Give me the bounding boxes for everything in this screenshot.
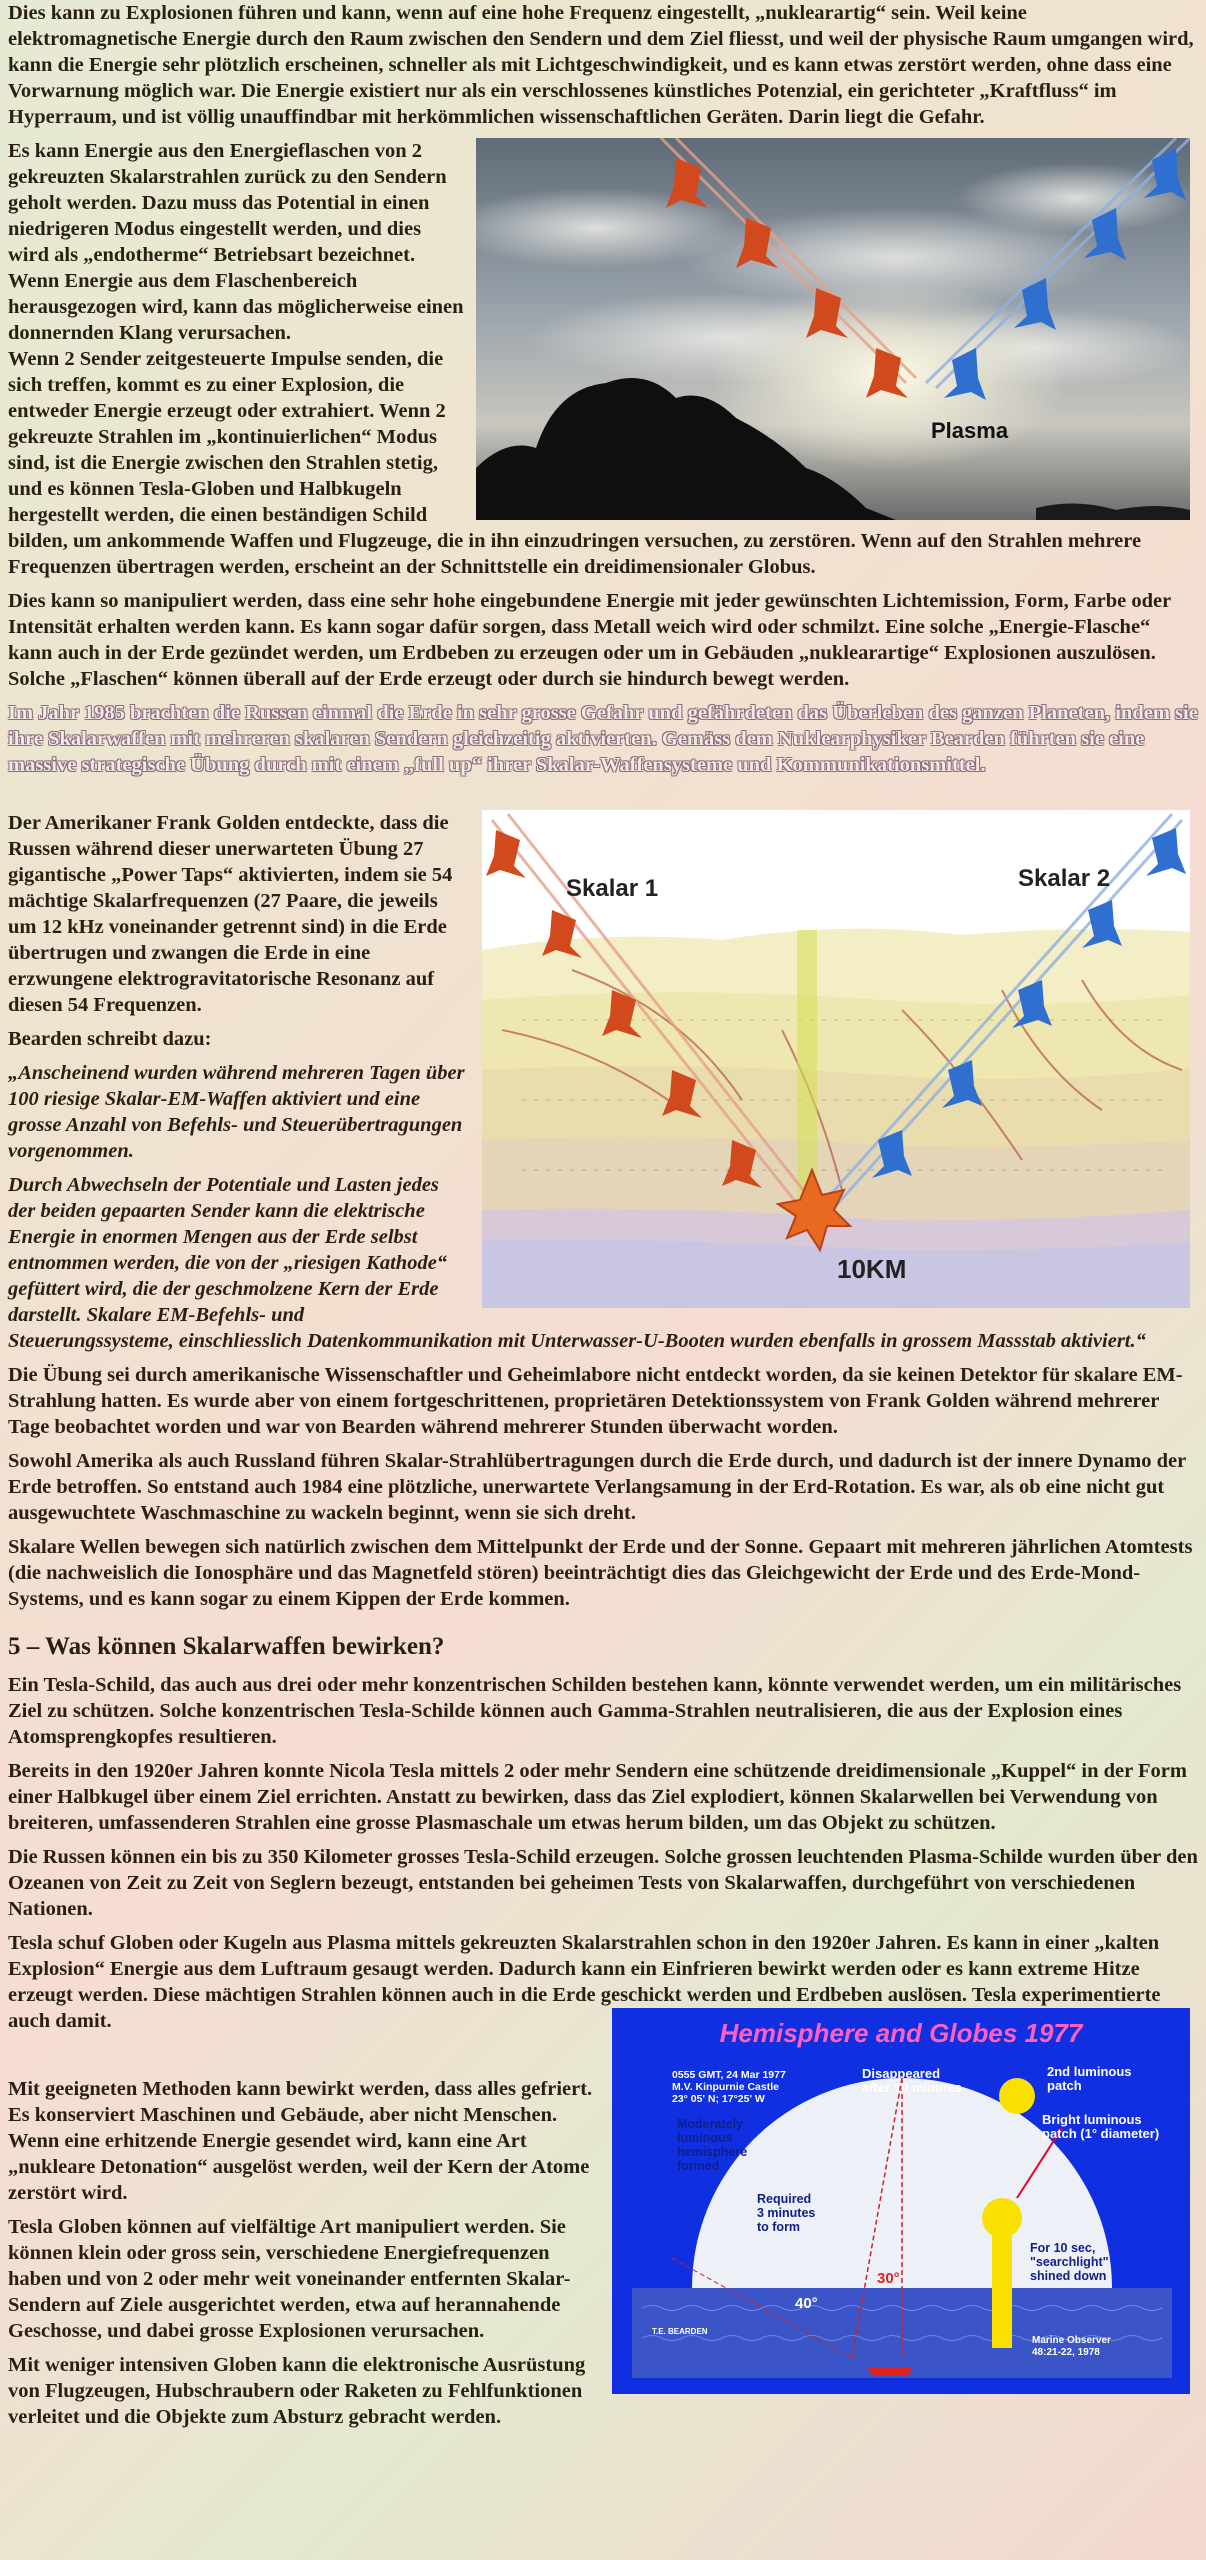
globes-credit: T.E. BEARDEN <box>652 2327 708 2336</box>
plasma-label: Plasma <box>931 418 1009 443</box>
block1-paragraph2: Wenn 2 Sender zeitgesteuerte Impulse senden, die sich treffen, kommt es zu einer Explosion, die entweder Energie erzeugt oder extrahiert. Wenn 2 gekreuzte Strahlen im „kontinuierlichen“ Modus sind, ist die Energie zwischen den Strahlen stetig, und es können Tesla-Globen und Halbkugeln hergestellt werden, die einen beständigen Schild bilden, um ankommende Waffen und Flugzeuge, die in ihn einzudringen versuchen, zu zerstören. Wenn auf den Strahlen mehrere Frequenzen übertragen werden, erscheint an der Schnittstelle ein dreidimensionaler Globus. <box>8 348 1142 578</box>
year-1985-paragraph: Im Jahr 1985 brachten die Russen einmal die Erde in sehr grosse Gefahr und gefährdeten das Überleben des ganzen Planeten, indem sie ihre Skalarwaffen mit mehreren skalaren Sendern gleichzeitig aktivierten. Gemäss dem Nuklearphysiker Bearden führten sie eine massive strategische Übung durch mit einem „full up“ ihrer Skalar-Waffensysteme und Kommunikationsmittel. <box>8 702 1198 776</box>
globes-info-line2: M.V. Kinpurnie Castle <box>672 2081 779 2093</box>
globes-disappeared-line2: after 10 minutes <box>862 2080 962 2095</box>
block2-paragraph2: Bearden schreibt dazu: <box>8 1028 212 1050</box>
bearden-quote1: „Anscheinend wurden während mehreren Tagen über 100 riesige Skalar-EM-Waffen aktiviert und eine grosse Anzahl von Befehls- und Steuerübertragungen vorgenommen. <box>8 1062 465 1162</box>
s5-paragraph1: Ein Tesla-Schild, das auch aus drei oder mehr konzentrischen Schilden bestehen kann, könnte verwendet werden, um ein militärisches Ziel zu schützen. Solche konzentrischen Tesla-Schilde können auch Gamma-Strahlen neutralisieren, die aus der Explosion eines Atomsprengkopfes resultieren. <box>8 1674 1182 1748</box>
earth-cross-section-image <box>482 810 1190 1308</box>
bearden-quote2: Durch Abwechseln der Potentiale und Lasten jedes der beiden gepaarten Sender kann die elektrische Energie in enormen Mengen aus der Erde selbst entnommen werden, die von der „riesigen Kathode“ gefüttert wird, die der geschmolzene Kern der Erde darstellt. Skalare EM-Befehls- und Steuerungssysteme, einschliesslich Datenkommunikation mit Unterwasser-U-Booten wurden ebenfalls in grossem Massstab aktiviert.“ <box>8 1174 1146 1352</box>
globes-hemisphere-line2: luminous <box>677 2131 733 2145</box>
wellen-paragraph: Skalare Wellen bewegen sich natürlich zwischen dem Mittelpunkt der Erde und der Sonne. Gepaart mit mehreren jährlichen Atomtests (die nachweislich die Ionosphäre und das Magnetfeld stören) beeinträchtigt dies das Gleichgewicht der Erde und des Erde-Mond-Systems, und es kann sogar zu einem Kippen der Erde kommen. <box>8 1536 1193 1610</box>
globes-required-line3: to form <box>757 2220 801 2234</box>
globes-title: Hemisphere and Globes 1977 <box>719 2018 1083 2048</box>
globes-bright-line1: Bright luminous <box>1042 2112 1142 2127</box>
plasma-sky-image <box>476 138 1190 520</box>
s5-paragraph5: Mit geeigneten Methoden kann bewirkt werden, dass alles gefriert. Es konserviert Maschinen und Gebäude, aber nicht Menschen. Wenn eine erhitzende Energie gesendet wird, kann eine Art „nukleare Detonation“ ausgelöst werden, weil der Kern der Atome zerstört wird. <box>8 2078 593 2204</box>
depth-label: 10KM <box>837 1254 907 1284</box>
globes-info-line1: 0555 GMT, 24 Mar 1977 <box>672 2069 786 2081</box>
globes-patch2-line2: patch <box>1047 2078 1082 2093</box>
globes-searchlight-line1: For 10 sec, <box>1030 2241 1096 2255</box>
section-heading: 5 – Was können Skalarwaffen bewirken? <box>8 1633 445 1660</box>
globes-disappeared-line1: Disappeared <box>862 2066 941 2081</box>
s5-paragraph6: Tesla Globen können auf vielfältige Art manipuliert werden. Sie können klein oder gross sein, verschiedene Energiefrequenzen haben und von 2 oder mehr weit voneinander entfernten Skalar-Sendern auf Ziele ausgerichtet werden, etwa auf herannahende Geschosse, und dabei grosse Explosionen verursachen. <box>8 2216 571 2342</box>
globes-hemisphere-line3: hemisphere <box>677 2145 748 2159</box>
manipulation-paragraph: Dies kann so manipuliert werden, dass eine sehr hohe eingebundene Energie mit jeder gewünschten Lichtemission, Form, Farbe oder Intensität erhalten werden kann. Es kann sogar dafür sorgen, dass Metall weich wird oder schmilzt. Eine solche „Energie-Flasche“ kann auch in der Erde gezündet werden, um Erdbeben zu erzeugen oder um in Gebäuden „nuklearartige“ Explosionen auszulösen. Solche „Flaschen“ können überall auf der Erde erzeugt oder durch sie hindurch bewegt werden. <box>8 590 1171 690</box>
amerika-paragraph: Sowohl Amerika als auch Russland führen Skalar-Strahlübertragungen durch die Erde durch, und dadurch ist der innere Dynamo der Erde betroffen. So entstand auch 1984 eine plötzliche, unerwartete Verlangsamung in der Erd-Rotation. Es war, als ob eine nicht gut ausgewuchtete Waschmaschine zu wackeln beginnt, wenn sie sich dreht. <box>8 1450 1186 1524</box>
s5-paragraph3: Die Russen können ein bis zu 350 Kilometer grosses Tesla-Schild erzeugen. Solche grossen leuchtenden Plasma-Schilde wurden über den Ozeanen von Zeit zu Zeit von Seglern bezeugt, entstanden bei geheimen Tests von Skalarwaffen, durchgeführt von verschiedenen Nationen. <box>8 1846 1198 1920</box>
globes-observer-line2: 48:21-22, 1978 <box>1032 2347 1100 2358</box>
block2-paragraph1: Der Amerikaner Frank Golden entdeckte, dass die Russen während dieser unerwarteten Übung 27 gigantische „Power Taps“ aktivierten, indem sie 54 mächtige Skalarfrequenzen (27 Paare, die jeweils um 12 kHz voneinander getrennt sind) in die Erde übertrugen und zwangen die Erde in eine erzwungene elektrogravitatorische Resonanz auf diesen 54 Frequenzen. <box>8 812 453 1016</box>
intro-paragraph: Dies kann zu Explosionen führen und kann, wenn auf eine hohe Frequenz eingestellt, „nuklearartig“ sein. Weil keine elektromagnetische Energie durch den Raum zwischen den Sendern und dem Ziel fliesst, und weil der physische Raum umgangen wird, kann die Energie sehr plötzlich erscheinen, schneller als mit Lichtgeschwindigkeit, und es kann etwas zerstört werden, ohne dass eine Vorwarnung möglich war. Die Energie existiert nur als ein verschlossenes künstliches Potenzial, ein gerichteter „Kraftfluss“ im Hyperraum, und ist völlig unauffindbar mit herkömmlichen wissenschaftlichen Geräten. Darin liegt die Gefahr. <box>8 2 1194 128</box>
s5-paragraph7: Mit weniger intensiven Globen kann die elektronische Ausrüstung von Flugzeugen, Hubschraubern oder Raketen zu Fehlfunktionen verleitet und die Objekte zum Absturz gebracht werden. <box>8 2354 586 2428</box>
globes-searchlight-line3: shined down <box>1030 2269 1107 2283</box>
globes-required-line1: Required <box>757 2192 812 2206</box>
skalar2-label: Skalar 2 <box>1018 865 1111 892</box>
globes-info-line3: 23° 05' N; 17°25' W <box>672 2093 765 2105</box>
uebung-paragraph: Die Übung sei durch amerikanische Wissenschaftler und Geheimlabore nicht entdeckt worden, da sie keinen Detektor für skalare EM-Strahlung hatten. Es wurde aber von einem fortgeschrittenen, proprietären Detektionssystem von Frank Golden während mehrerer Tage beobachtet worden und war von Bearden während mehrerer Stunden überwacht worden. <box>8 1364 1183 1438</box>
s5-paragraph4: Tesla schuf Globen oder Kugeln aus Plasma mittels gekreuzten Skalarstrahlen schon in den 1920er Jahren. Es kann in einer „kalten Explosion“ Energie aus dem Luftraum gesaugt werden. Dadurch kann ein Einfrieren bewirkt werden oder es kann extreme Hitze erzeugt werden. Diese mächtigen Strahlen können auch in die Erde geschickt werden und Erdbeben auslösen. Tesla experimentierte auch damit. <box>8 1932 1161 2032</box>
globes-hemisphere-line4: formed <box>677 2159 720 2173</box>
globes-searchlight-line2: "searchlight" <box>1030 2255 1109 2269</box>
globes-patch2-line1: 2nd luminous <box>1047 2064 1132 2079</box>
globes-observer-line1: Marine Observer <box>1032 2335 1111 2346</box>
s5-paragraph2: Bereits in den 1920er Jahren konnte Nicola Tesla mittels 2 oder mehr Sendern eine schützende dreidimensionale „Kuppel“ in der Form einer Halbkugel über einem Ziel errichten. Anstatt zu bewirken, dass das Ziel explodiert, können Skalarwellen bei Verwendung von breiteren, umfassenderen Strahlen eine grosse Plasmaschale um etwas herum bilden, um das Objekt zu schützen. <box>8 1760 1187 1834</box>
skalar1-label: Skalar 1 <box>566 875 659 902</box>
angle-40-label: 40° <box>795 2295 818 2312</box>
block1-paragraph1: Es kann Energie aus den Energieflaschen von 2 gekreuzten Skalarstrahlen zurück zu den Sendern geholt werden. Dazu muss das Potential in einen niedrigeren Modus eingestellt werden, und dies wird als „endotherme“ Betriebsart bezeichnet. Wenn Energie aus dem Flaschenbereich herausgezogen wird, kann das möglicherweise einen donnernden Klang verursachen. <box>8 140 464 344</box>
angle-30-label: 30° <box>877 2270 900 2287</box>
globes-hemisphere-line1: Moderately <box>677 2117 743 2131</box>
globes-required-line2: 3 minutes <box>757 2206 816 2220</box>
hemisphere-globes-image <box>612 2008 1190 2394</box>
globes-bright-line2: patch (1° diameter) <box>1042 2126 1160 2141</box>
